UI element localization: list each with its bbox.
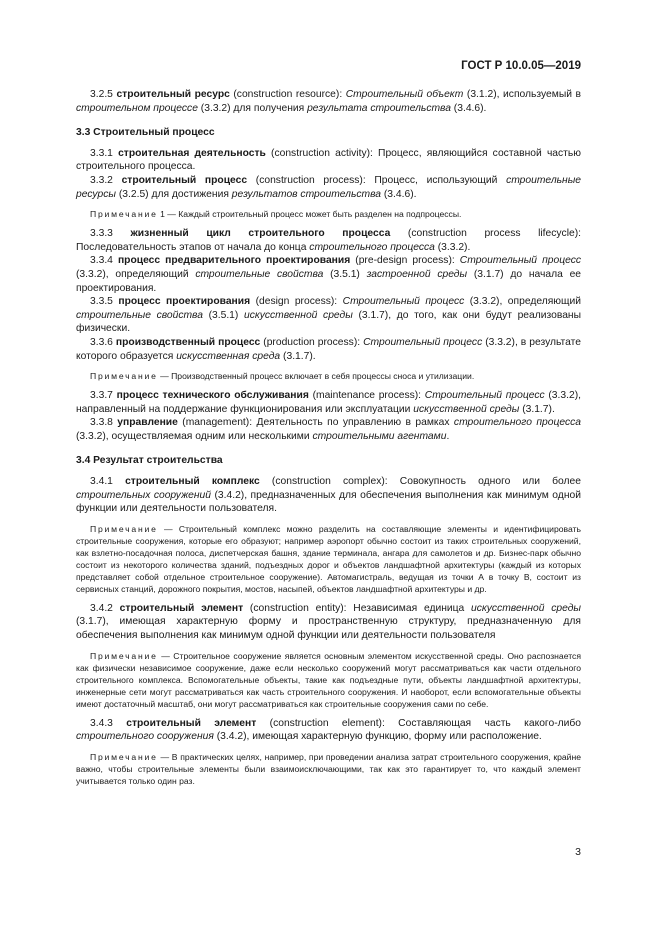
- definition-paragraph: [76, 295, 581, 336]
- text-run: .: [446, 430, 450, 442]
- term-reference: строительными агентами: [312, 430, 447, 442]
- text-run: (production process):: [260, 336, 364, 348]
- term: производственный процесс: [115, 336, 261, 348]
- text-run: 3.4.2: [90, 602, 120, 614]
- term-reference: Строительный объект: [345, 89, 464, 100]
- definition-paragraph: [76, 416, 581, 443]
- term-reference: Строительный процесс: [424, 390, 545, 402]
- term-reference: Строительный процесс: [342, 296, 465, 308]
- text-run: 3.3.1: [90, 147, 119, 159]
- term-reference: строительного процесса: [309, 241, 435, 253]
- text-run: (3.3.2), определяющий: [464, 296, 581, 308]
- term: процесс проектирования: [118, 296, 251, 308]
- note: [76, 523, 581, 595]
- term-reference: застроенной среды: [366, 268, 468, 280]
- note-label: Примечание: [90, 751, 158, 762]
- text-run: (construction complex): Совокупность одного или более: [259, 476, 581, 488]
- text-run: 3.4.3: [90, 717, 127, 729]
- note-text: — Производственный процесс включает в себя процессы сноса и утилизации.: [157, 371, 475, 382]
- definition-paragraph: [76, 602, 581, 643]
- definition-paragraph: [76, 717, 581, 744]
- term-reference: Строительный процесс: [363, 336, 483, 348]
- text-run: (3.3.2), направленный на поддержание функционирования или эксплуатации: [76, 390, 581, 415]
- note: [76, 208, 581, 220]
- text-run: (3.3.2), определяющий: [76, 268, 196, 280]
- term-reference: результатов строительства: [231, 188, 381, 200]
- note-label: Примечание: [90, 371, 158, 382]
- note-text: — Строительный комплекс можно разделить на составляющие элементы и идентифицировать строительные сооружения, которые его образуют; например аэропорт обычно состоит из таких строительных сооружений, как взлетно-посадочная полоса, диспетчерская башня, здание терминала, ангара для самолетов и др. Бизнес-парк обычно состоит из некоторого количества зданий, подъездных дорог и объектов ландшафтной архитектуры (каждый из которых представляет собой отдельное строительное сооружение). Автомагистраль, ведущая из точки А в точку В, состоит из сервисных станций, дорожного покрытия, мостов, насыпей, объектов ландшафтной архитектуры и др.: [76, 523, 581, 594]
- text-run: (construction entity): Независимая единица: [243, 602, 472, 614]
- term: строительный комплекс: [125, 476, 260, 488]
- text-run: 3.3.4: [90, 255, 118, 267]
- definition-paragraph: [76, 227, 581, 254]
- note: [76, 751, 581, 787]
- text-run: (maintenance process):: [308, 390, 425, 402]
- text-run: (3.4.6).: [450, 102, 487, 114]
- term: жизненный цикл строительного процесса: [130, 228, 391, 240]
- text-run: (3.3.2), в результате которого образуется: [76, 336, 581, 362]
- term-reference: искусственной среды: [471, 602, 581, 614]
- term-reference: строительном процессе: [76, 102, 198, 114]
- document-code: ГОСТ Р 10.0.05—2019: [461, 60, 581, 72]
- page-number: 3: [575, 846, 581, 858]
- text-run: (3.4.2), имеющая характерную функцию, форму или расположение.: [213, 731, 542, 743]
- term: управление: [117, 417, 178, 429]
- definition-paragraph: [76, 174, 581, 201]
- note: [76, 370, 581, 382]
- term-reference: искусственной среды: [413, 403, 520, 415]
- note-text: — Строительное сооружение является основным элементом искусственной среды. Оно распознается как физически независимое сооружение, даже если несколько сооружений могут рассматриваться как части отдельного строительного комплекса. Вспомогательные объекты, такие как подъездные пути, объекты ландшафтной архитектуры, инженерные сети могут рассматриваться как часть строительного сооружения. И наоборот, если вспомогательные объекты имеют достаточный масштаб, они могут рассматриваться как строительные сооружения сами по себе.: [76, 650, 581, 709]
- text-run: (3.1.2), используемый в: [463, 89, 581, 100]
- text-run: 3.3.6: [90, 336, 116, 348]
- section-heading: 3.3 Строительный процесс: [76, 127, 215, 139]
- definition-paragraph: [76, 336, 581, 363]
- note-label: Примечание: [90, 209, 158, 220]
- note-text: — В практических целях, например, при проведении анализа затрат строительного сооружения, крайне важно, чтобы строительные элементы были взаимоисключающими, так как это гарантирует то, что каждый элемент учитывается только один раз.: [76, 751, 581, 786]
- note: [76, 650, 581, 710]
- term: процесс предварительного проектирования: [117, 255, 351, 267]
- text-run: (3.3.2), осуществляемая одним или несколькими: [76, 430, 313, 442]
- text-run: (construction activity): Процесс, являющийся составной частью строительного процесса.: [76, 147, 581, 173]
- definition-paragraph: [76, 475, 581, 516]
- term-reference: Строительный процесс: [459, 255, 581, 267]
- definition-paragraph: [76, 147, 581, 174]
- text-run: (design process):: [250, 296, 343, 308]
- note-text: 1 — Каждый строительный процесс может быть разделен на подпроцессы.: [157, 209, 462, 220]
- text-run: (3.1.7), до того, как они будут реализованы физически.: [76, 309, 582, 335]
- note-label: Примечание: [90, 523, 158, 534]
- term-reference: искусственная среда: [176, 350, 281, 362]
- term: процесс технического обслуживания: [116, 390, 309, 402]
- text-run: 3.3.2: [90, 174, 122, 186]
- term: строительный элемент: [119, 602, 244, 614]
- note-label: Примечание: [90, 650, 158, 661]
- document-body: [76, 88, 581, 794]
- text-run: (3.1.7).: [519, 403, 555, 415]
- term-reference: строительных сооружений: [76, 489, 212, 501]
- text-run: (3.1.7) до начала ее проектирования.: [76, 268, 582, 294]
- definition-paragraph: [76, 254, 581, 295]
- text-run: (3.1.7).: [280, 350, 316, 362]
- text-run: 3.4.1: [90, 476, 126, 488]
- definition-paragraph: [76, 389, 581, 416]
- term-reference: строительные ресурсы: [76, 174, 582, 200]
- text-run: (3.5.1): [202, 309, 244, 321]
- text-run: 3.3.5: [90, 296, 119, 308]
- text-run: (3.2.5) для достижения: [115, 188, 232, 200]
- term: строительная деятельность: [118, 147, 266, 159]
- text-run: (management): Деятельность по управлению в рамках: [177, 417, 454, 429]
- term-reference: строительные свойства: [195, 268, 324, 280]
- term: строительный элемент: [126, 717, 257, 729]
- text-run: (3.3.2).: [434, 241, 471, 253]
- text-run: (construction process): Процесс, использующий: [247, 174, 507, 186]
- text-run: (pre-design process):: [350, 255, 460, 267]
- text-run: 3.3.3: [90, 228, 131, 240]
- text-run: (construction process lifecycle): Последовательность этапов от начала до конца: [76, 228, 581, 253]
- term: строительный процесс: [121, 174, 248, 186]
- text-run: (3.4.6).: [381, 188, 417, 200]
- text-run: (3.4.2), предназначенных для обеспечения выполнения как минимум одной функции или деятельности пользователя.: [76, 489, 581, 515]
- term-reference: результата строительства: [307, 102, 451, 114]
- term-reference: искусственной среды: [243, 309, 353, 321]
- term: строительный ресурс: [116, 89, 230, 100]
- section-heading: 3.4 Результат строительства: [76, 455, 223, 467]
- text-run: 3.2.5: [90, 89, 117, 100]
- term-reference: строительные свойства: [76, 309, 203, 321]
- text-run: (3.5.1): [323, 268, 367, 280]
- text-run: 3.3.7: [90, 390, 117, 402]
- term-reference: строительного сооружения: [76, 731, 214, 743]
- text-run: (construction element): Составляющая часть какого-либо: [256, 717, 582, 729]
- text-run: (3.3.2) для получения: [197, 102, 308, 114]
- text-run: (3.1.7), имеющая характерную форму и пространственную структуру, предназначенную для обеспечения выполнения как минимум одной функции или деятельности пользователя: [76, 616, 581, 642]
- text-run: (construction resource):: [229, 89, 346, 100]
- definition-paragraph: [76, 88, 581, 115]
- term-reference: строительного процесса: [453, 417, 582, 429]
- text-run: 3.3.8: [90, 417, 118, 429]
